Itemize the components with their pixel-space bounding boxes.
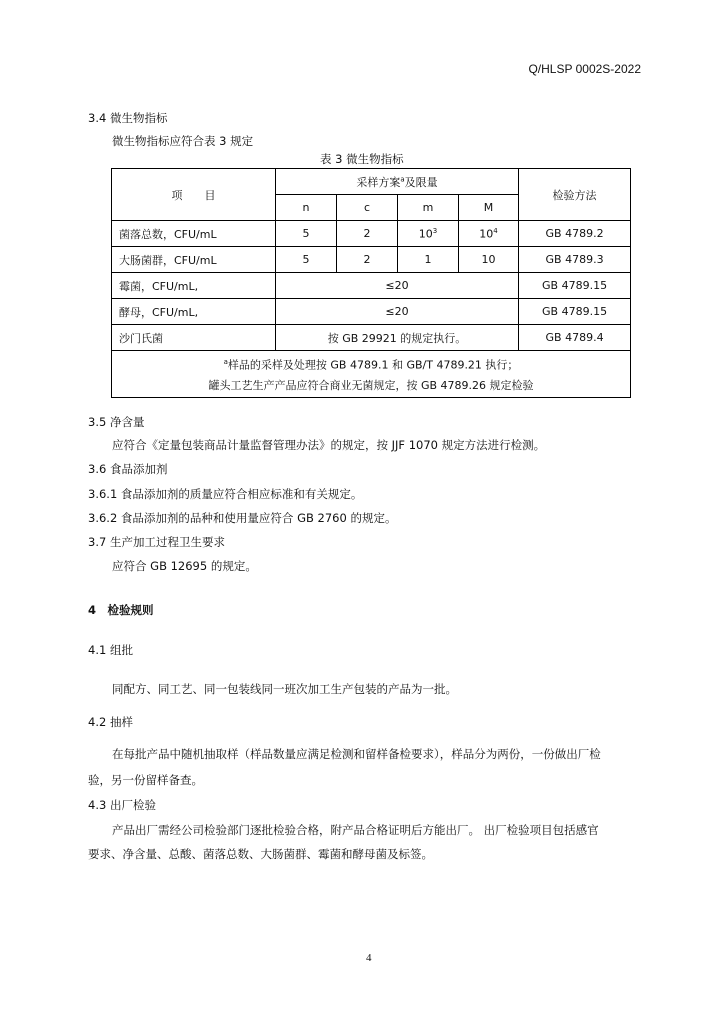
section-4-title: 4 检验规则 (88, 603, 154, 617)
subheader-m: m (398, 195, 459, 221)
document-code: Q/HLSP 0002S-2022 (528, 62, 641, 76)
section-4-2-title: 4.2 抽样 (88, 715, 133, 729)
subheader-n: n (276, 195, 337, 221)
page-number: 4 (366, 952, 372, 964)
row-M-base: 10 (479, 227, 494, 241)
section-4-1-text: 同配方、同工艺、同一包装线同一班次加工生产包装的产品为一批。 (112, 682, 457, 696)
row-item: 菌落总数，CFU/mL (112, 221, 276, 247)
section-3-4-intro: 微生物指标应符合表 3 规定 (112, 134, 254, 148)
table-caption: 表 3 微生物指标 (320, 152, 404, 166)
row-item: 沙门氏菌 (112, 325, 276, 351)
row-method: GB 4789.15 (519, 273, 631, 299)
row-method: GB 4789.2 (519, 221, 631, 247)
header-sampling-plan (276, 169, 519, 195)
row-method: GB 4789.4 (519, 325, 631, 351)
section-3-5-title: 3.5 净含量 (88, 415, 145, 429)
row-method: GB 4789.15 (519, 299, 631, 325)
section-4-2-text-line-1: 在每批产品中随机抽取样（样品数量应满足检测和留样备检要求），样品分为两份，一份做出厂检 (112, 747, 601, 761)
section-3-6-1-text: 3.6.1 食品添加剂的质量应符合相应标准和有关规定。 (88, 487, 363, 501)
section-4-3-text-line-2: 要求、净含量、总酸、菌落总数、大肠菌群、霉菌和酵母菌及标签。 (88, 847, 433, 861)
table-row (112, 299, 631, 325)
row-n: 5 (276, 221, 337, 247)
note-line-2: 罐头工艺生产产品应符合商业无菌规定，按 GB 4789.26 规定检验 (208, 378, 534, 392)
section-3-7-text: 应符合 GB 12695 的规定。 (112, 559, 257, 573)
row-method: GB 4789.3 (519, 247, 631, 273)
section-4-3-text-line-1: 产品出厂需经公司检验部门逐批检验合格，附产品合格证明后方能出厂。 出厂检验项目包括感官 (112, 823, 599, 837)
row-limit: 按 GB 29921 的规定执行。 (276, 325, 519, 351)
row-c: 2 (337, 221, 398, 247)
subheader-c: c (337, 195, 398, 221)
row-m-exponent: 3 (432, 226, 438, 235)
row-m-base: 10 (418, 227, 433, 241)
header-item: 项 目 (112, 169, 276, 221)
table-row (112, 247, 631, 273)
row-m: 1 (398, 247, 459, 273)
table-row (112, 273, 631, 299)
row-limit: ≤20 (276, 273, 519, 299)
section-4-3-title: 4.3 出厂检验 (88, 798, 156, 812)
section-3-6-title: 3.6 食品添加剂 (88, 462, 168, 476)
footnote-marker: a (400, 174, 405, 183)
row-c: 2 (337, 247, 398, 273)
table-row (112, 325, 631, 351)
row-item: 霉菌，CFU/mL, (112, 273, 276, 299)
row-M-exponent: 4 (493, 226, 498, 235)
row-item: 大肠菌群，CFU/mL (112, 247, 276, 273)
table-note (112, 351, 631, 398)
row-item: 酵母，CFU/mL, (112, 299, 276, 325)
note-line-1: 样品的采样及处理按 GB 4789.1 和 GB/T 4789.21 执行； (227, 358, 519, 372)
section-4-2-text-line-2: 验，另一份留样备查。 (88, 773, 203, 787)
row-n: 5 (276, 247, 337, 273)
section-3-4-title: 3.4 微生物指标 (88, 111, 168, 125)
row-limit: ≤20 (276, 299, 519, 325)
row-M: 10 (459, 247, 519, 273)
note-marker: a (223, 358, 228, 366)
header-sampling-suffix: 及限量 (404, 175, 438, 189)
header-sampling-label: 采样方案 (356, 175, 401, 189)
header-method: 检验方法 (519, 169, 631, 221)
row-M (459, 221, 519, 247)
section-3-7-title: 3.7 生产加工过程卫生要求 (88, 535, 225, 549)
subheader-M: M (459, 195, 519, 221)
section-3-6-2-text: 3.6.2 食品添加剂的品种和使用量应符合 GB 2760 的规定。 (88, 511, 397, 525)
table-row (112, 221, 631, 247)
section-3-5-text: 应符合《定量包装商品计量监督管理办法》的规定，按 JJF 1070 规定方法进行检测。 (112, 438, 546, 452)
section-4-1-title: 4.1 组批 (88, 643, 133, 657)
microbial-indicator-table (111, 168, 631, 398)
row-m (398, 221, 459, 247)
